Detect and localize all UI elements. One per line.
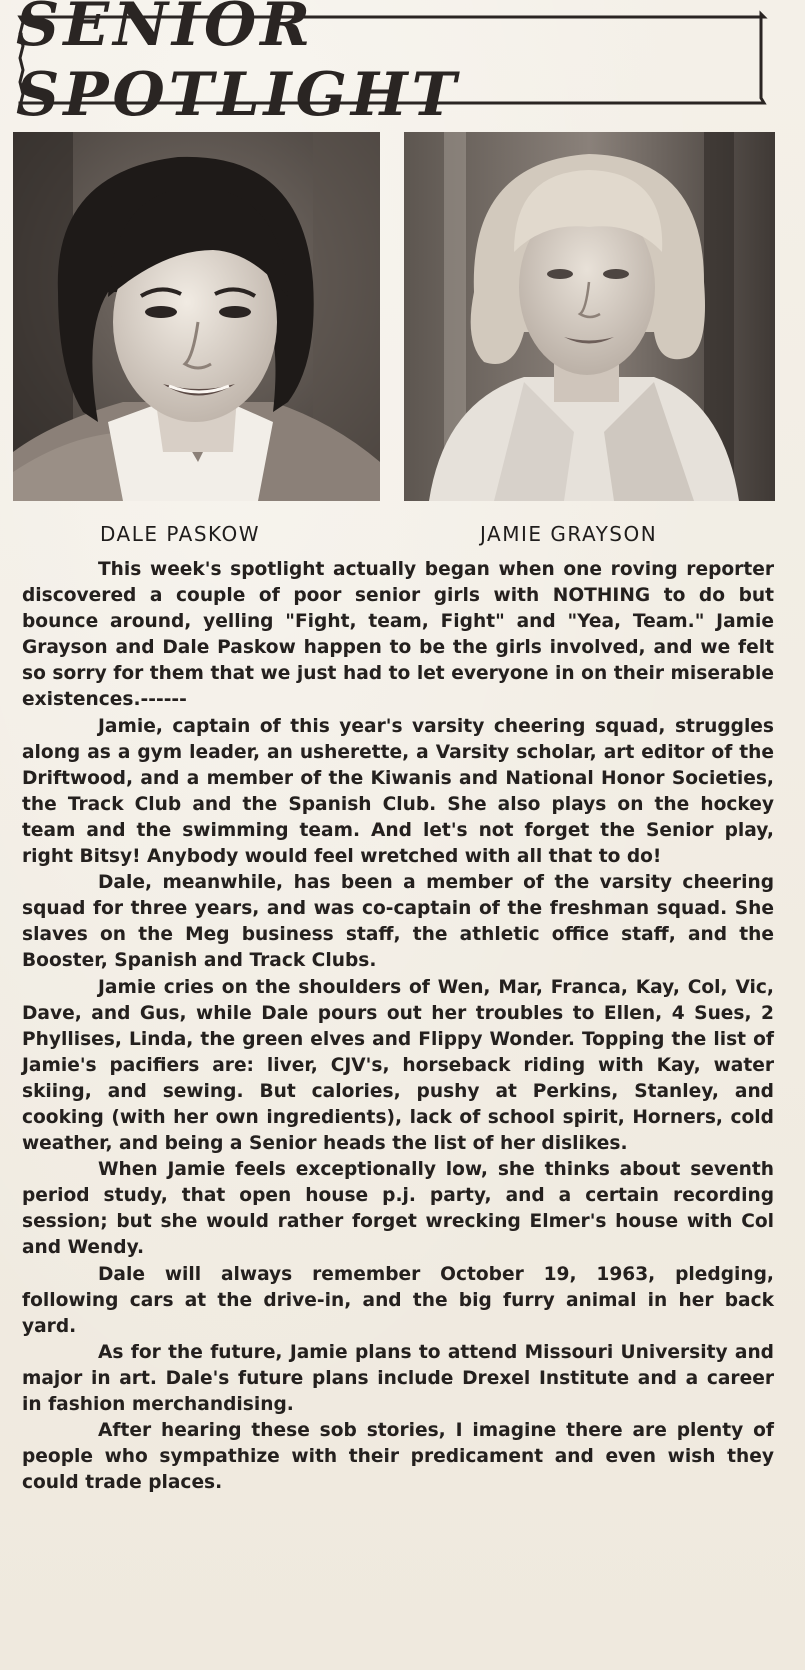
article-paragraph: When Jamie feels exceptionally low, she thinks about seventh period study, that open house p.j. party, and a certain recording session; but she would rather forget wrecking Elmer's house with Col and Wendy. [22, 1159, 774, 1259]
article-paragraph: This week's spotlight actually began when one roving reporter discovered a couple of poor senior girls with NOTHING to do but bounce around, yelling "Fight, team, Fight" and "Yea, Team." Jamie Grayson and Dale Paskow happen to be the girls involved, and we felt so sorry for them that we just had to let everyone in on their miserable existences.------ [22, 559, 774, 711]
article-paragraph: Jamie cries on the shoulders of Wen, Mar, Franca, Kay, Col, Vic, Dave, and Gus, while Dale pours out her troubles to Ellen, 4 Sues, 2 Phyllises, Linda, the green elves and Flippy Wonder. Topping the list of Jamie's pacifiers are: liver, CJV's, horseback riding with Kay, water skiing, and sewing. But calories, pushy at Perkins, Stanley, and cooking (with her own ingredients), lack of school spirit, Horners, cold weather, and being a Senior heads the list of her dislikes. [22, 976, 774, 1155]
article-paragraph: Jamie, captain of this year's varsity cheering squad, struggles along as a gym leader, an usherette, a Varsity scholar, art editor of the Driftwood, and a member of the Kiwanis and National Honor Societies, the Track Club and the Spanish Club. She also plays on the hockey team and the swimming team. And let's not forget the Senior play, right Bitsy! Anybody would feel wretched with all that to do! [22, 715, 774, 868]
portrait-blonde-hair-icon [404, 132, 775, 501]
portrait-photo-dale [13, 132, 380, 501]
portrait-dark-hair-icon [13, 132, 380, 501]
masthead [16, 0, 768, 130]
page-title: SENIOR SPOTLIGHT [16, 0, 461, 130]
portrait-photo-jamie [404, 132, 775, 501]
article-paragraph: As for the future, Jamie plans to attend Missouri University and major in art. Dale's future plans include Drexel Institute and a career in fashion merchandising. [22, 1341, 774, 1415]
article-paragraph: Dale will always remember October 19, 1963, pledging, following cars at the drive-in, and the big furry animal in her back yard. [22, 1263, 774, 1337]
article-paragraph: After hearing these sob stories, I imagine there are plenty of people who sympathize with their predicament and even wish they could trade places. [22, 1420, 774, 1494]
article-body [22, 557, 774, 1496]
photo-caption-jamie: JAMIE GRAYSON [480, 522, 658, 546]
photo-caption-dale: DALE PASKOW [100, 522, 261, 546]
article-paragraph: Dale, meanwhile, has been a member of the varsity cheering squad for three years, and was co-captain of the freshman squad. She slaves on the Meg business staff, the athletic office staff, and the Booster, Spanish and Track Clubs. [22, 872, 774, 972]
